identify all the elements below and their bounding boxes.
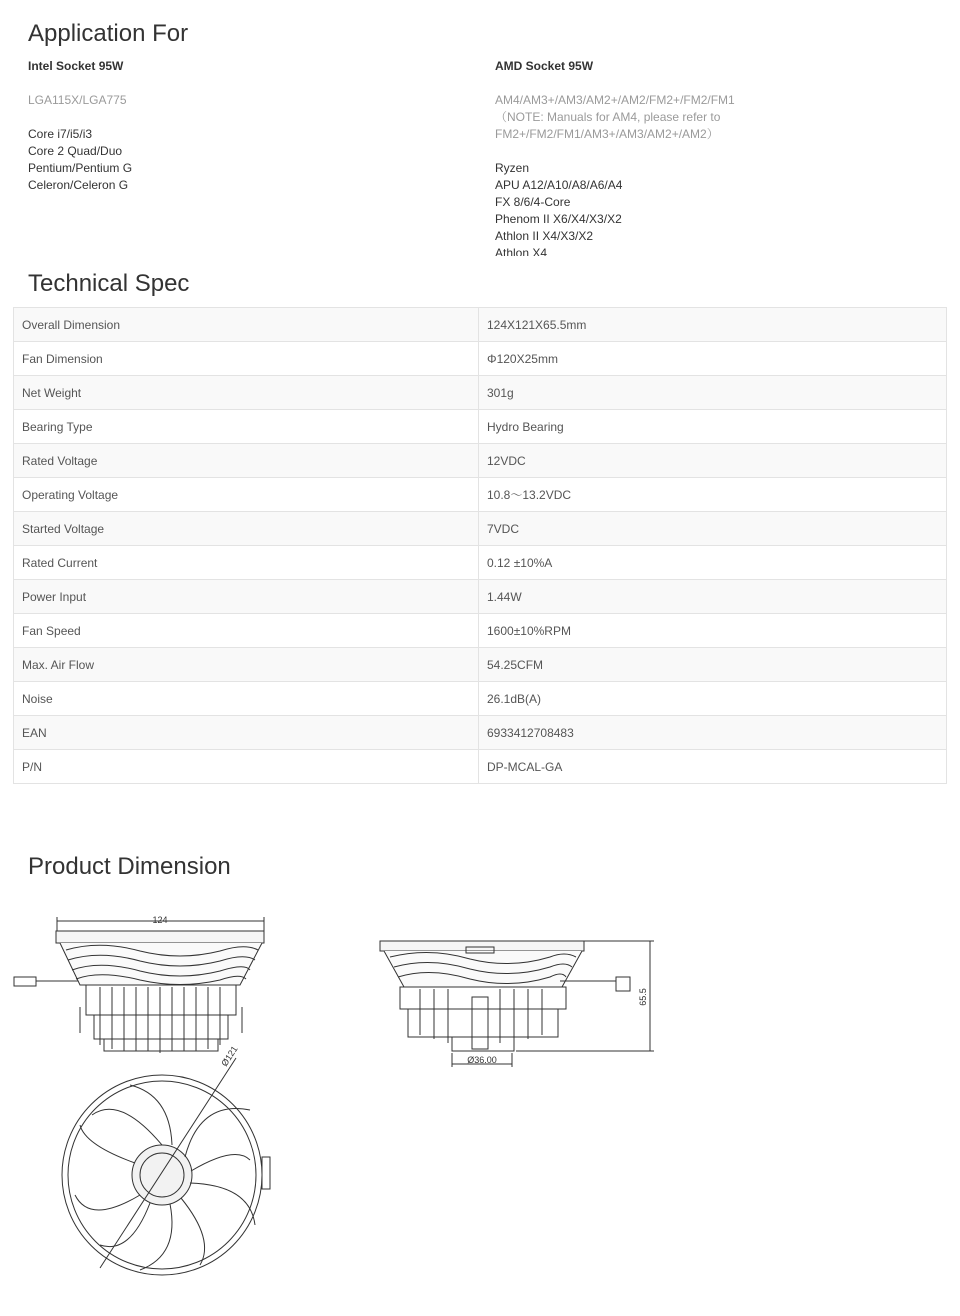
cooler-side-view-front bbox=[14, 915, 264, 1053]
spec-label: Bearing Type bbox=[14, 410, 479, 444]
amd-cpu-item: APU A12/A10/A8/A6/A4 bbox=[495, 178, 623, 192]
amd-cpu-item: Athlon II X4/X3/X2 bbox=[495, 229, 594, 243]
spec-label: Rated Voltage bbox=[14, 444, 479, 478]
spec-label: Net Weight bbox=[14, 376, 479, 410]
spec-label: Overall Dimension bbox=[14, 308, 479, 342]
technical-spec-heading: Technical Spec bbox=[28, 270, 190, 297]
spec-label: Fan Dimension bbox=[14, 342, 479, 376]
amd-cpu-item: Athlon X4 bbox=[495, 246, 548, 256]
spec-label: EAN bbox=[14, 716, 479, 750]
spec-label: Max. Air Flow bbox=[14, 648, 479, 682]
amd-cpu-item: Ryzen bbox=[495, 161, 530, 175]
table-row bbox=[14, 546, 947, 580]
intel-cpu-item: Core i7/i5/i3 bbox=[28, 127, 93, 141]
spec-label: Fan Speed bbox=[14, 614, 479, 648]
base-diameter-label: Ø36.00 bbox=[467, 1055, 497, 1065]
table-row bbox=[14, 512, 947, 546]
table-row bbox=[14, 376, 947, 410]
spec-value: DP-MCAL-GA bbox=[479, 750, 947, 784]
table-row bbox=[14, 716, 947, 750]
intel-cpu-item: Pentium/Pentium G bbox=[28, 161, 133, 175]
spec-value: 7VDC bbox=[479, 512, 947, 546]
amd-note-line1: （NOTE: Manuals for AM4, please refer to bbox=[495, 110, 721, 124]
width-dimension-label: 124 bbox=[152, 915, 168, 925]
amd-sockets: AM4/AM3+/AM3/AM2+/AM2/FM2+/FM2/FM1 bbox=[495, 93, 735, 107]
cooler-side-view-right bbox=[380, 941, 654, 1067]
spec-label: Power Input bbox=[14, 580, 479, 614]
amd-column bbox=[495, 58, 935, 256]
spec-label: Started Voltage bbox=[14, 512, 479, 546]
dimension-drawing bbox=[0, 895, 700, 1295]
amd-heading: AMD Socket 95W bbox=[495, 59, 594, 73]
spec-value: 1.44W bbox=[479, 580, 947, 614]
intel-cpu-item: Celeron/Celeron G bbox=[28, 178, 129, 192]
table-row bbox=[14, 308, 947, 342]
spec-value: 301g bbox=[479, 376, 947, 410]
spec-value: Φ120X25mm bbox=[479, 342, 947, 376]
table-row bbox=[14, 580, 947, 614]
spec-value: 10.8～13.2VDC bbox=[479, 478, 947, 512]
spec-label: Operating Voltage bbox=[14, 478, 479, 512]
spec-value: 124X121X65.5mm bbox=[479, 308, 947, 342]
intel-sockets: LGA115X/LGA775 bbox=[28, 93, 127, 107]
spec-label: Rated Current bbox=[14, 546, 479, 580]
table-row bbox=[14, 444, 947, 478]
spec-label: Noise bbox=[14, 682, 479, 716]
table-row bbox=[14, 682, 947, 716]
spec-label: P/N bbox=[14, 750, 479, 784]
table-row bbox=[14, 750, 947, 784]
spec-table bbox=[13, 307, 947, 784]
spec-value: 1600±10%RPM bbox=[479, 614, 947, 648]
fan-diameter-label: Ø121 bbox=[219, 1044, 240, 1069]
application-for-heading: Application For bbox=[28, 20, 189, 47]
fan-top-view bbox=[62, 1044, 270, 1275]
intel-cpu-item: Core 2 Quad/Duo bbox=[28, 144, 123, 158]
intel-column bbox=[28, 58, 448, 194]
product-dimension-heading: Product Dimension bbox=[28, 853, 231, 880]
spec-value: 54.25CFM bbox=[479, 648, 947, 682]
amd-note-line2: FM2+/FM2/FM1/AM3+/AM3/AM2+/AM2） bbox=[495, 127, 719, 141]
amd-cpu-item: FX 8/6/4-Core bbox=[495, 195, 571, 209]
table-row bbox=[14, 478, 947, 512]
spec-value: 26.1dB(A) bbox=[479, 682, 947, 716]
table-row bbox=[14, 614, 947, 648]
spec-value: Hydro Bearing bbox=[479, 410, 947, 444]
height-dimension-label: 65.5 bbox=[638, 988, 648, 1006]
intel-heading: Intel Socket 95W bbox=[28, 59, 124, 73]
spec-value: 12VDC bbox=[479, 444, 947, 478]
amd-cpu-item: Phenom II X6/X4/X3/X2 bbox=[495, 212, 622, 226]
spec-value: 0.12 ±10%A bbox=[479, 546, 947, 580]
table-row bbox=[14, 648, 947, 682]
table-row bbox=[14, 410, 947, 444]
table-row bbox=[14, 342, 947, 376]
spec-value: 6933412708483 bbox=[479, 716, 947, 750]
